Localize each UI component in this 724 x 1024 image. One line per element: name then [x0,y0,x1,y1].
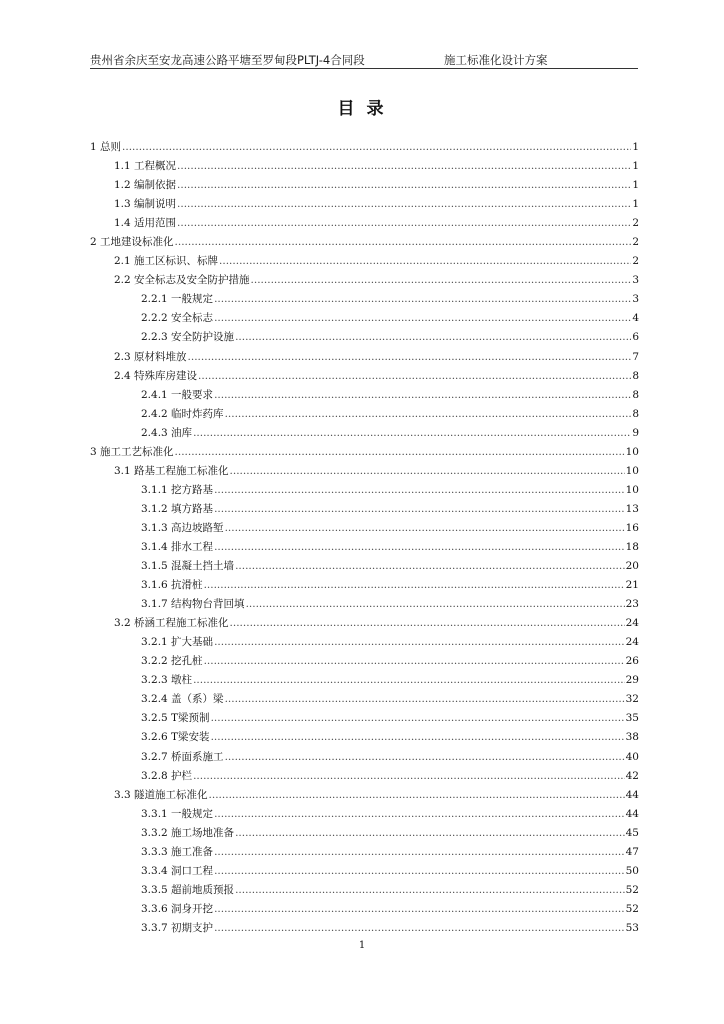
toc-leader-dots [235,881,625,900]
toc-entry-label: 3.1.7 结构物台背回填 [141,598,245,611]
toc-entry[interactable] [90,652,639,671]
toc-entry-page: 16 [625,521,639,534]
toc-leader-dots [175,443,625,462]
table-of-contents [90,138,639,938]
toc-entry-page: 8 [632,388,639,401]
header-document-title: 施工标准化设计方案 [444,53,548,67]
toc-leader-dots [177,214,631,233]
toc-entry-page: 8 [632,369,639,382]
toc-entry[interactable] [90,386,639,405]
toc-leader-dots [219,252,631,271]
toc-leader-dots [225,405,632,424]
toc-entry[interactable] [90,500,639,519]
toc-entry-label: 3.3.1 一般规定 [141,807,214,820]
toc-entry[interactable] [90,576,639,595]
toc-leader-dots [225,748,625,767]
toc-entry-page: 29 [625,674,639,687]
toc-entry-page: 10 [625,464,639,477]
toc-entry-label: 2.2.1 一般规定 [141,293,214,306]
toc-entry-label: 3.2.7 桥面系施工 [141,750,224,763]
toc-leader-dots [198,367,631,386]
toc-entry-page: 40 [625,750,639,763]
toc-entry[interactable] [90,195,639,214]
toc-leader-dots [175,233,632,252]
toc-entry[interactable] [90,862,639,881]
toc-entry-page: 44 [625,807,639,820]
toc-entry-page: 35 [625,712,639,725]
header-project-name: 贵州省余庆至安龙高速公路平塘至罗甸段PLTJ-4合同段 [90,53,365,67]
toc-entry[interactable] [90,214,639,233]
toc-entry-label: 3.3.6 洞身开挖 [141,902,214,915]
toc-entry-label: 3.2 桥涵工程施工标准化 [114,617,229,630]
toc-leader-dots [204,652,625,671]
toc-entry[interactable] [90,805,639,824]
toc-entry-page: 9 [632,426,639,439]
toc-leader-dots [235,328,631,347]
toc-entry-page: 32 [625,693,639,706]
toc-leader-dots [251,271,632,290]
toc-entry-page: 24 [625,636,639,649]
toc-leader-dots [177,157,631,176]
toc-leader-dots [211,709,625,728]
toc-entry-label: 3.3.3 施工准备 [141,845,214,858]
toc-leader-dots [204,576,625,595]
toc-entry-label: 1.2 编制依据 [114,179,177,192]
toc-entry[interactable] [90,519,639,538]
toc-entry-label: 3.1.1 挖方路基 [141,483,214,496]
toc-leader-dots [214,633,625,652]
toc-entry-page: 24 [625,617,639,630]
toc-entry-label: 2.2 安全标志及安全防护措施 [114,274,250,287]
toc-entry-page: 7 [632,350,639,363]
toc-entry-page: 52 [625,883,639,896]
toc-entry-label: 1.4 适用范围 [114,217,177,230]
toc-entry-label: 3.2.5 T梁预制 [141,712,210,725]
toc-entry-page: 4 [632,312,639,325]
toc-leader-dots [235,557,625,576]
toc-entry-page: 20 [625,560,639,573]
toc-entry[interactable] [90,157,639,176]
toc-entry[interactable] [90,595,639,614]
toc-entry-page: 44 [625,788,639,801]
toc-entry[interactable] [90,786,639,805]
toc-leader-dots [193,424,631,443]
toc-entry-label: 2.4.1 一般要求 [141,388,214,401]
toc-entry[interactable] [90,538,639,557]
toc-leader-dots [122,138,631,157]
toc-entry[interactable] [90,709,639,728]
toc-entry-page: 26 [625,655,639,668]
toc-leader-dots [214,862,625,881]
toc-entry-label: 3.1.5 混凝土挡土墙 [141,560,235,573]
toc-entry-label: 3.2.3 墩柱 [141,674,193,687]
toc-entry[interactable] [90,290,639,309]
toc-entry[interactable] [90,748,639,767]
toc-entry[interactable] [90,405,639,424]
toc-entry-label: 2.4.2 临时炸药库 [141,407,224,420]
toc-entry[interactable] [90,900,639,919]
toc-leader-dots [188,348,632,367]
toc-entry-page: 45 [625,826,639,839]
toc-entry[interactable] [90,843,639,862]
toc-entry[interactable] [90,176,639,195]
toc-entry-page: 18 [625,540,639,553]
toc-entry-page: 10 [625,483,639,496]
toc-entry-page: 1 [632,141,639,153]
toc-leader-dots [214,386,631,405]
toc-entry-label: 3.2.2 挖孔桩 [141,655,203,668]
toc-entry-label: 2 工地建设标准化 [90,236,174,249]
toc-entry-page: 23 [625,598,639,611]
toc-entry-page: 21 [625,579,639,592]
toc-entry-page: 50 [625,864,639,877]
toc-entry-page: 8 [632,407,639,420]
toc-entry-page: 3 [632,274,639,287]
toc-entry-label: 2.2.3 安全防护设施 [141,331,235,344]
toc-entry-label: 3.3.5 超前地质预报 [141,883,235,896]
toc-entry[interactable] [90,633,639,652]
toc-entry-page: 13 [625,502,639,515]
toc-entry-label: 3.1 路基工程施工标准化 [114,464,229,477]
toc-entry-label: 2.2.2 安全标志 [141,312,214,325]
toc-leader-dots [177,176,631,195]
toc-entry-page: 53 [625,921,639,934]
toc-entry-page: 6 [632,331,639,344]
toc-entry[interactable] [90,557,639,576]
toc-entry[interactable] [90,271,639,290]
toc-leader-dots [235,824,625,843]
toc-entry-label: 3.1.3 高边坡路堑 [141,521,224,534]
toc-entry-label: 3.3.7 初期支护 [141,921,214,934]
toc-leader-dots [193,671,625,690]
toc-leader-dots [225,519,625,538]
toc-leader-dots [214,538,625,557]
toc-entry-label: 3.2.6 T梁安装 [141,731,210,744]
toc-entry-label: 3.2.8 护栏 [141,769,193,782]
toc-entry-page: 2 [632,217,639,230]
running-header [90,52,638,68]
toc-entry-page: 38 [625,731,639,744]
toc-entry[interactable] [90,919,639,938]
toc-entry-label: 2.1 施工区标识、标牌 [114,255,219,268]
toc-entry[interactable] [90,348,639,367]
toc-entry-page: 42 [625,769,639,782]
toc-entry-label: 3.3 隧道施工标准化 [114,788,208,801]
toc-entry[interactable] [90,309,639,328]
toc-entry-page: 47 [625,845,639,858]
toc-leader-dots [214,481,625,500]
toc-entry[interactable] [90,481,639,500]
toc-entry-label: 1.1 工程概况 [114,160,177,173]
header-rule [90,68,638,69]
toc-entry[interactable] [90,252,639,271]
toc-entry[interactable] [90,138,639,157]
toc-entry-page: 1 [632,198,639,211]
toc-leader-dots [214,500,625,519]
toc-leader-dots [209,786,625,805]
toc-entry-label: 2.3 原材料堆放 [114,350,187,363]
toc-leader-dots [177,195,631,214]
toc-leader-dots [246,595,625,614]
toc-entry-page: 1 [632,179,639,192]
toc-entry[interactable] [90,824,639,843]
toc-entry-page: 2 [632,255,639,268]
toc-leader-dots [211,728,625,747]
toc-entry-page: 52 [625,902,639,915]
toc-entry[interactable] [90,233,639,252]
page-number: 1 [358,940,366,951]
toc-entry-page: 1 [632,160,639,173]
toc-leader-dots [214,900,625,919]
toc-entry[interactable] [90,728,639,747]
toc-entry-page: 10 [625,445,639,458]
toc-entry[interactable] [90,367,639,386]
toc-entry-label: 1 总则 [90,141,122,153]
toc-entry-label: 1.3 编制说明 [114,198,177,211]
toc-entry-label: 3.3.2 施工场地准备 [141,826,235,839]
toc-entry-label: 3.1.6 抗滑桩 [141,579,203,592]
toc-leader-dots [214,290,631,309]
toc-entry-page: 3 [632,293,639,306]
toc-entry-label: 3 施工工艺标准化 [90,445,174,458]
toc-leader-dots [225,690,625,709]
toc-leader-dots [214,843,625,862]
toc-leader-dots [214,309,631,328]
toc-entry[interactable] [90,462,639,481]
toc-entry[interactable] [90,443,639,462]
toc-entry-label: 3.1.2 填方路基 [141,502,214,515]
toc-entry-label: 3.2.4 盖（系）梁 [141,693,224,706]
toc-entry-label: 3.1.4 排水工程 [141,540,214,553]
toc-entry[interactable] [90,767,639,786]
toc-entry-label: 2.4.3 油库 [141,426,193,439]
toc-entry[interactable] [90,881,639,900]
toc-leader-dots [214,919,625,938]
toc-entry[interactable] [90,328,639,347]
toc-entry[interactable] [90,614,639,633]
toc-entry[interactable] [90,424,639,443]
toc-entry-label: 3.3.4 洞口工程 [141,864,214,877]
toc-leader-dots [193,767,625,786]
toc-leader-dots [230,614,625,633]
toc-entry[interactable] [90,671,639,690]
toc-entry-page: 2 [632,236,639,249]
page-title: 目 录 [337,99,387,119]
toc-leader-dots [214,805,625,824]
toc-entry-label: 3.2.1 扩大基础 [141,636,214,649]
toc-leader-dots [230,462,625,481]
toc-entry[interactable] [90,690,639,709]
toc-entry-label: 2.4 特殊库房建设 [114,369,198,382]
